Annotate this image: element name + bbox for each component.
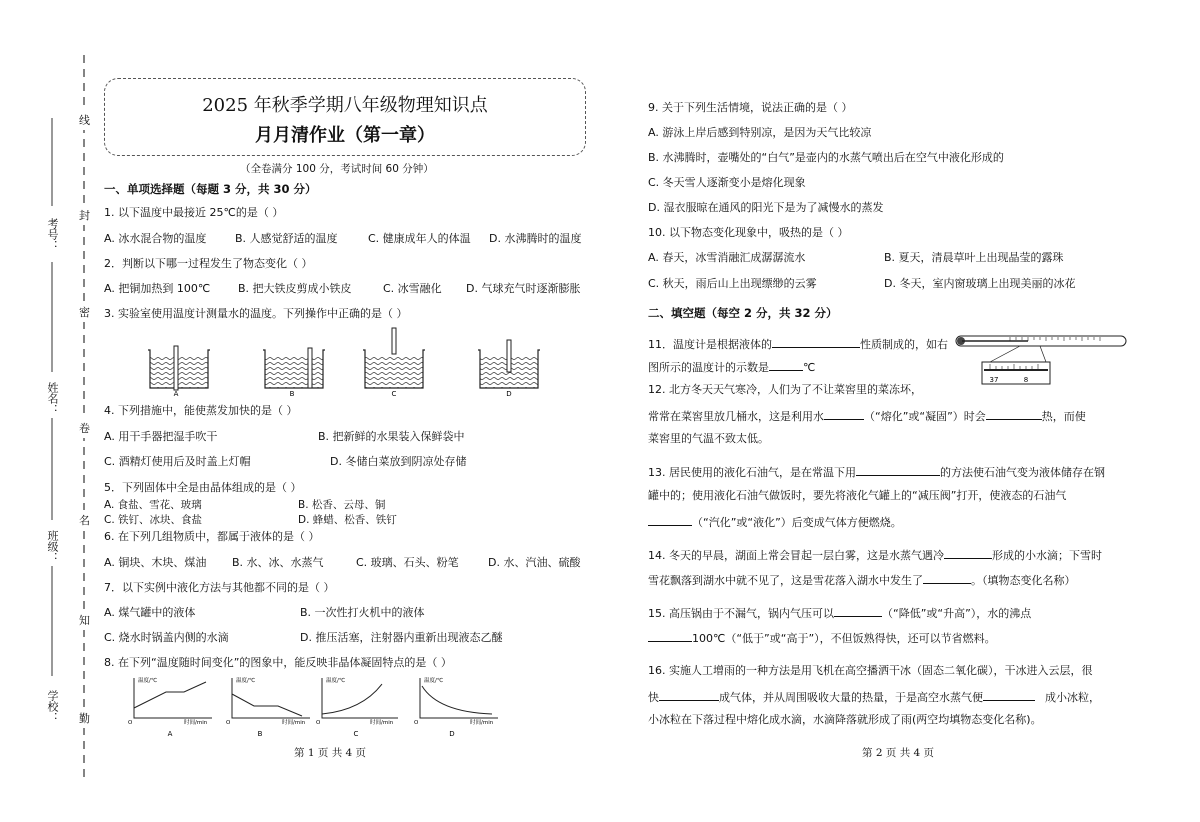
question-text: （“熔化”或“凝固”）时会 [864, 410, 986, 423]
question-text: 15. 高压锅由于不漏气，锅内气压可以 [648, 607, 834, 620]
question-7: 7．以下实例中液化方法与其他都不同的是（ ） [104, 581, 335, 594]
question-text: ℃ [803, 361, 816, 374]
option: A. 把铜加热到 100℃ [104, 282, 211, 295]
axis-label: 时间/min [470, 720, 494, 726]
question-text: 成气体，并从周围吸收大量的热量，于是高空水蒸气便 [719, 691, 983, 704]
option: A. 冰水混合物的温度 [104, 232, 207, 245]
question-text: 100℃（“低于”或“高于”），不但饭熟得快，还可以节省燃料。 [692, 632, 996, 645]
origin-label: O [316, 720, 321, 726]
answer-blank[interactable] [772, 336, 860, 348]
name-label: 姓名： [46, 382, 59, 415]
option: A. 春天，冰雪消融汇成潺潺流水 [648, 251, 806, 264]
answer-blank[interactable] [944, 547, 992, 559]
q8-graphs [126, 674, 546, 738]
question-16-cont [648, 689, 1100, 705]
binding-char: 线 [79, 110, 90, 130]
option: B. 人感觉舒适的温度 [235, 232, 338, 245]
thermometer-tick-label: 8 [1023, 376, 1029, 384]
axis-label: 温度/℃ [326, 678, 346, 684]
question-5: 5．下列固体中全是由晶体组成的是（ ） [104, 481, 302, 494]
title-box [104, 78, 586, 156]
school-label: 学校： [46, 690, 59, 723]
answer-blank[interactable] [983, 689, 1035, 701]
beaker-label: D [506, 390, 512, 398]
answer-blank[interactable] [659, 689, 719, 701]
option: B. 夏天，清晨草叶上出现晶莹的露珠 [884, 251, 1064, 264]
question-6: 6. 在下列几组物质中，都属于液体的是（ ） [104, 530, 320, 543]
question-text: （“降低”或“升高”），水的沸点 [882, 607, 1032, 620]
binding-char: 勤 [79, 708, 90, 728]
beaker-c [363, 328, 425, 388]
option: C. 冰雪融化 [383, 282, 442, 295]
question-2: 2．判断以下哪一过程发生了物态变化（ ） [104, 257, 313, 270]
beaker-a [148, 346, 210, 390]
option: B. 把新鲜的水果装入保鲜袋中 [318, 430, 465, 443]
option: C. 铁钉、冰块、食盐 [104, 514, 203, 526]
question-13-end [648, 514, 902, 530]
answer-blank[interactable] [856, 464, 940, 476]
question-text: 常常在菜窖里放几桶水，这是利用水 [648, 410, 824, 423]
binding-char: 知 [79, 610, 90, 630]
option: B. 把大铁皮剪成小铁皮 [238, 282, 352, 295]
exam-number-label: 考号： [46, 218, 59, 251]
option: D. 冬储白菜放到阴凉处存储 [330, 455, 467, 468]
beaker-label: A [173, 390, 179, 398]
axis-label: 温度/℃ [138, 678, 158, 684]
question-9: 9. 关于下列生活情境，说法正确的是（ ） [648, 101, 853, 114]
page-number: 第 2 页 共 4 页 [862, 747, 935, 759]
option: B. 松香、云母、铜 [298, 499, 386, 511]
option: A. 食盐、雪花、玻璃 [104, 499, 202, 511]
question-text: 14. 冬天的早晨，湖面上常会冒起一层白雾，这是水蒸气遇冷 [648, 549, 944, 562]
question-text: 性质制成的，如右 [860, 338, 948, 351]
option: D. 推压活塞，注射器内重新出现液态乙醚 [300, 631, 503, 644]
option: D. 湿衣服晾在通风的阳光下是为了减慢水的蒸发 [648, 201, 884, 214]
question-4: 4. 下列措施中，能使蒸发加快的是（ ） [104, 404, 298, 417]
origin-label: O [128, 720, 133, 726]
option: A. 用干手器把湿手吹干 [104, 430, 218, 443]
question-12: 12. 北方冬天天气寒冷，人们为了不让菜窖里的菜冻坏， [648, 383, 922, 396]
question-text: 成小冰粒， [1045, 691, 1100, 704]
option: A. 铜块、木块、煤油 [104, 556, 207, 569]
question-14-cont [648, 572, 1076, 588]
axis-label: 时间/min [184, 720, 208, 726]
answer-blank[interactable] [923, 572, 971, 584]
question-11 [648, 336, 948, 352]
question-11-cont [648, 359, 815, 375]
graph-label: C [353, 730, 359, 738]
question-text: 。（填物态变化名称） [971, 574, 1076, 587]
question-text: 13. 居民使用的液化石油气，是在常温下用 [648, 466, 856, 479]
beaker-b [263, 348, 325, 388]
option: D. 水、汽油、硫酸 [488, 556, 581, 569]
question-16-end: 小冰粒在下落过程中熔化成水滴，水滴降落就形成了雨(两空均填物态变化名称)。 [648, 713, 1042, 726]
beaker-label: B [289, 390, 295, 398]
question-13-cont: 罐中的；使用液化石油气做饭时，要先将液化气罐上的“减压阀”打开，使液态的石油气 [648, 489, 1067, 502]
axis-label: 温度/℃ [236, 678, 256, 684]
question-15-cont [648, 630, 996, 646]
section-heading: 一、单项选择题（每题 3 分，共 30 分） [104, 182, 317, 196]
class-label: 班级： [46, 530, 59, 563]
question-16: 16. 实施人工增雨的一种方法是用飞机在高空播洒干冰（固态二氧化碳），干冰进入云层，很 [648, 664, 1093, 677]
question-15 [648, 605, 1031, 621]
option: D. 蜂蜡、松香、铁钉 [298, 514, 397, 526]
question-12-end: 菜窖里的气温不致太低。 [648, 432, 769, 445]
binding-char: 密 [79, 302, 90, 322]
axis-label: 时间/min [282, 720, 306, 726]
answer-blank[interactable] [769, 359, 803, 371]
question-1: 1. 以下温度中最接近 25℃的是（ ） [104, 206, 284, 219]
question-text: 11．温度计是根据液体的 [648, 338, 772, 351]
answer-blank[interactable] [986, 408, 1042, 420]
binding-char: 名 [79, 510, 90, 530]
beaker-d [478, 340, 540, 388]
origin-label: O [226, 720, 231, 726]
option: C. 酒精灯使用后及时盖上灯帽 [104, 455, 251, 468]
option: A. 煤气罐中的液体 [104, 606, 196, 619]
beaker-figures [140, 326, 560, 398]
exam-info: （全卷满分 100 分，考试时间 60 分钟） [240, 163, 434, 175]
axis-label: 时间/min [370, 720, 394, 726]
question-text: 热，而使 [1041, 410, 1086, 423]
beaker-label: C [391, 390, 397, 398]
page-number: 第 1 页 共 4 页 [294, 747, 367, 759]
answer-blank[interactable] [824, 408, 864, 420]
option: C. 玻璃、石头、粉笔 [356, 556, 459, 569]
question-text: 快 [648, 691, 659, 704]
option: B. 水沸腾时，壶嘴处的“白气”是壶内的水蒸气喷出后在空气中液化形成的 [648, 151, 1004, 164]
option: D. 气球充气时逐渐膨胀 [466, 282, 581, 295]
graph-label: A [167, 730, 173, 738]
question-text: 的方法使石油气变为液体储存在钢 [940, 466, 1105, 479]
question-text: 图所示的温度计的示数是 [648, 361, 769, 374]
question-text: 形成的小水滴；下雪时 [992, 549, 1102, 562]
page-title: 2025 年秋季学期八年级物理知识点 [202, 95, 488, 116]
option: A. 游泳上岸后感到特别凉，是因为天气比较凉 [648, 126, 872, 139]
answer-blank[interactable] [648, 630, 692, 642]
question-13 [648, 464, 1105, 480]
option: B. 水、冰、水蒸气 [232, 556, 324, 569]
graph-label: D [449, 730, 455, 738]
question-8: 8. 在下列“温度随时间变化”的图象中，能反映非晶体凝固特点的是（ ） [104, 656, 452, 669]
binding-char: 封 [79, 205, 90, 225]
question-text: （“汽化”或“液化”）后变成气体方便燃烧。 [692, 516, 902, 529]
option: D. 冬天，室内窗玻璃上出现美丽的冰花 [884, 277, 1076, 290]
section-heading: 二、填空题（每空 2 分，共 32 分） [648, 306, 838, 320]
thermometer-figure [950, 330, 1130, 390]
answer-blank[interactable] [648, 514, 692, 526]
question-3: 3. 实验室使用温度计测量水的温度。下列操作中正确的是（ ） [104, 307, 408, 320]
option: B. 一次性打火机中的液体 [300, 606, 425, 619]
answer-blank[interactable] [834, 605, 882, 617]
origin-label: O [414, 720, 419, 726]
graph-label: B [257, 730, 263, 738]
axis-label: 温度/℃ [424, 678, 444, 684]
option: C. 烧水时锅盖内侧的水滴 [104, 631, 229, 644]
option: C. 健康成年人的体温 [368, 232, 471, 245]
question-10: 10. 以下物态变化现象中，吸热的是（ ） [648, 226, 849, 239]
question-text: 雪花飘落到湖水中就不见了，这是雪花落入湖水中发生了 [648, 574, 923, 587]
binding-char: 卷 [79, 418, 90, 438]
option: C. 秋天，雨后山上出现缥缈的云雾 [648, 277, 817, 290]
thermometer-tick-label: 37 [989, 376, 999, 384]
question-12-cont [648, 408, 1086, 424]
option: C. 冬天雪人逐渐变小是熔化现象 [648, 176, 806, 189]
page-subtitle: 月月清作业（第一章） [255, 125, 435, 146]
option: D. 水沸腾时的温度 [489, 232, 582, 245]
question-14 [648, 547, 1102, 563]
